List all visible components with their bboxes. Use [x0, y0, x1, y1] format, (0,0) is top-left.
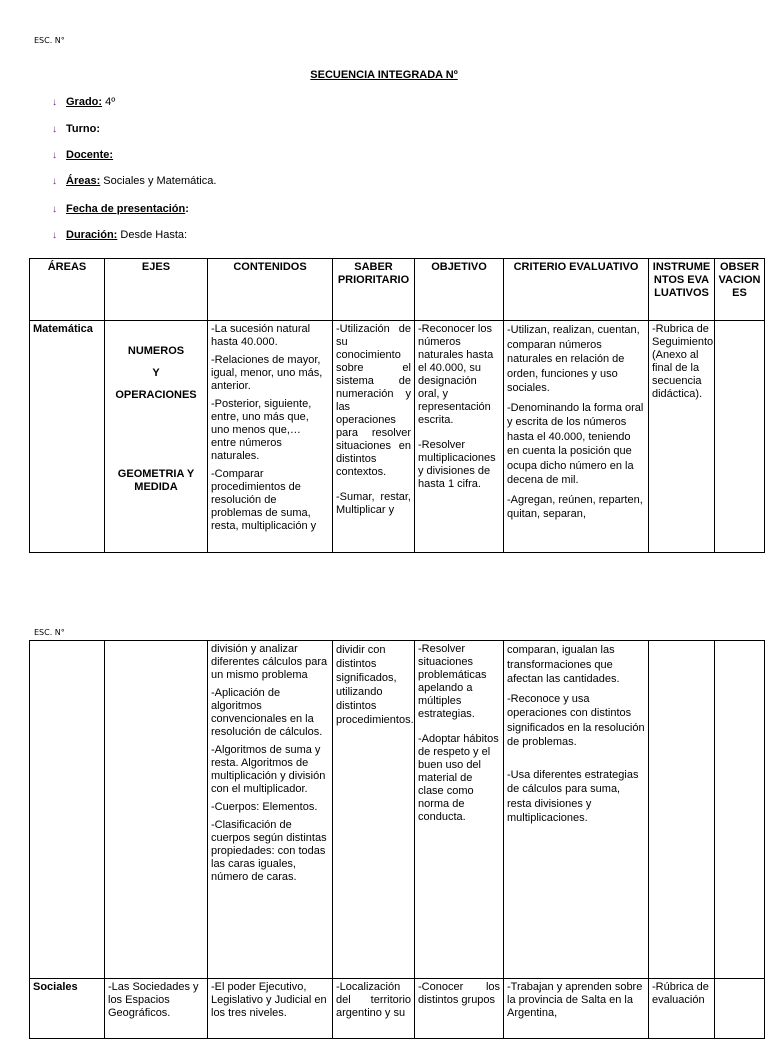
- header-ejes: EJES: [105, 259, 208, 321]
- criterio-item: comparan, igualan las transformaciones que afectan las cantidades.: [507, 644, 620, 685]
- table-row: [30, 321, 765, 553]
- cell-ejes: [105, 321, 208, 553]
- bullet-arrow-icon: ↓: [52, 97, 57, 108]
- cell-ejes: [105, 641, 208, 979]
- criterio-item: -Agregan, reúnen, reparten, quitan, separan,: [507, 493, 643, 520]
- cell-area: Matemática: [30, 321, 105, 553]
- saber-item: -Utilización de su conocimiento sobre el sistema de numeración y las operaciones para resolver situaciones en distintos contextos.: [336, 323, 411, 478]
- content-item: -Cuerpos: Elementos.: [211, 801, 318, 813]
- info-turno: [52, 123, 100, 135]
- info-value: :: [185, 203, 189, 215]
- content-item: -Aplicación de algoritmos convencionales en la resolución de cálculos.: [211, 687, 323, 738]
- cell-criterio: -Trabajan y aprenden sobre la provincia de Salta en la Argentina,: [504, 979, 649, 1039]
- header-saber-prioritario: SABER PRIORITARIO: [333, 259, 415, 321]
- info-label: Fecha de presentación: [66, 203, 186, 215]
- content-item: -Relaciones de mayor, igual, menor, uno más, anterior.: [211, 354, 323, 392]
- cell-saber: [333, 641, 415, 979]
- criterio-item: -Usa diferentes estrategias de cálculos para suma, resta divisiones y multiplicaciones.: [507, 768, 639, 824]
- header-contenidos: CONTENIDOS: [208, 259, 333, 321]
- sequence-table: [29, 258, 765, 553]
- info-docente: [52, 149, 113, 161]
- info-value: Desde Hasta:: [117, 229, 188, 241]
- school-number-label: ESC. N°: [34, 36, 65, 45]
- criterio-item: -Utilizan, realizan, cuentan, comparan números naturales en relación de orden, funciones y uso sociales.: [507, 324, 640, 394]
- info-grado: [52, 96, 115, 108]
- content-item: división y analizar diferentes cálculos para un mismo problema: [211, 643, 328, 681]
- info-label: Grado:: [66, 96, 103, 108]
- cell-criterio: [504, 641, 649, 979]
- objetivo-item: -Resolver multiplicaciones y divisiones de hasta 1 cifra.: [418, 439, 496, 490]
- info-label: Áreas:: [66, 175, 101, 187]
- content-item: -Posterior, siguiente, entre, uno más que, uno menos que,… entre números naturales.: [211, 398, 312, 462]
- cell-observaciones: [715, 979, 765, 1039]
- table-row: [30, 979, 765, 1039]
- info-label: Duración:: [66, 229, 118, 241]
- cell-instrumentos: -Rubrica de Seguimiento (Anexo al final de la secuencia didáctica).: [649, 321, 715, 553]
- eje-text: GEOMETRIA Y MEDIDA: [117, 468, 195, 493]
- eje-text: NUMEROS: [127, 345, 185, 357]
- header-objetivo: OBJETIVO: [415, 259, 504, 321]
- cell-saber: -Localización del territorio argentino y su: [333, 979, 415, 1039]
- eje-text: Y: [152, 367, 160, 379]
- cell-objetivo: [415, 641, 504, 979]
- criterio-item: -Denominando la forma oral y escrita de los números hasta el 40.000, teniendo en cuenta la posición que ocupa dicho número en la decena de mil.: [507, 401, 644, 486]
- sequence-table-continued: [29, 640, 765, 1039]
- bullet-arrow-icon: ↓: [52, 230, 57, 241]
- bullet-arrow-icon: ↓: [52, 124, 57, 135]
- saber-item: dividir con distintos significados, utilizando distintos procedimientos.: [336, 644, 414, 726]
- info-label: Docente:: [66, 149, 114, 161]
- table-row: [30, 641, 765, 979]
- cell-objetivo: -Conocer los distintos grupos: [415, 979, 504, 1039]
- bullet-arrow-icon: ↓: [52, 150, 57, 161]
- content-item: -Clasificación de cuerpos según distintas propiedades: con todas las caras iguales, número de caras.: [211, 819, 327, 883]
- table-header-row: [30, 259, 765, 321]
- saber-item: -Sumar, restar, Multiplicar y: [336, 491, 411, 516]
- info-value: Sociales y Matemática.: [100, 175, 217, 187]
- criterio-item: -Reconoce y usa operaciones con distintos significados en la resolución de problemas.: [507, 692, 645, 748]
- cell-objetivo: [415, 321, 504, 553]
- info-duracion: [52, 229, 187, 241]
- info-label: Turno:: [66, 123, 101, 135]
- document-title: SECUENCIA INTEGRADA Nº: [310, 69, 458, 81]
- cell-observaciones: [715, 321, 765, 553]
- objetivo-item: -Resolver situaciones problemáticas apelando a múltiples estrategias.: [418, 643, 487, 720]
- cell-instrumentos: -Rúbrica de evaluación: [649, 979, 715, 1039]
- info-fecha: [52, 203, 189, 215]
- content-item: -Comparar procedimientos de resolución de problemas de suma, resta, multiplicación y: [211, 468, 317, 532]
- cell-area: [30, 641, 105, 979]
- header-instrumentos: INSTRUMENTOS EVALUATIVOS: [649, 259, 715, 321]
- cell-instrumentos: [649, 641, 715, 979]
- cell-contenidos: -El poder Ejecutivo, Legislativo y Judicial en los tres niveles.: [208, 979, 333, 1039]
- cell-ejes: -Las Sociedades y los Espacios Geográficos.: [105, 979, 208, 1039]
- eje-text: OPERACIONES: [115, 389, 197, 401]
- cell-criterio: [504, 321, 649, 553]
- school-number-label: ESC. N°: [34, 628, 65, 637]
- header-criterio-evaluativo: CRITERIO EVALUATIVO: [504, 259, 649, 321]
- cell-area: Sociales: [30, 979, 105, 1039]
- objetivo-item: -Adoptar hábitos de respeto y el buen uso del material de clase como norma de conducta.: [418, 733, 499, 823]
- content-item: -La sucesión natural hasta 40.000.: [211, 323, 311, 348]
- cell-observaciones: [715, 641, 765, 979]
- content-item: -Algoritmos de suma y resta. Algoritmos de multiplicación y división con el multiplicador.: [211, 744, 326, 795]
- bullet-arrow-icon: ↓: [52, 176, 57, 187]
- objetivo-item: -Reconocer los números naturales hasta el 40.000, su designación oral, y representación escrita.: [418, 323, 494, 426]
- info-value: 4º: [102, 96, 116, 108]
- header-observaciones: OBSERVACIONES: [715, 259, 765, 321]
- header-areas: ÁREAS: [30, 259, 105, 321]
- bullet-arrow-icon: ↓: [52, 204, 57, 215]
- document-page-2: [0, 600, 768, 1024]
- info-areas: [52, 175, 216, 187]
- cell-contenidos: [208, 321, 333, 553]
- cell-contenidos: [208, 641, 333, 979]
- cell-saber: [333, 321, 415, 553]
